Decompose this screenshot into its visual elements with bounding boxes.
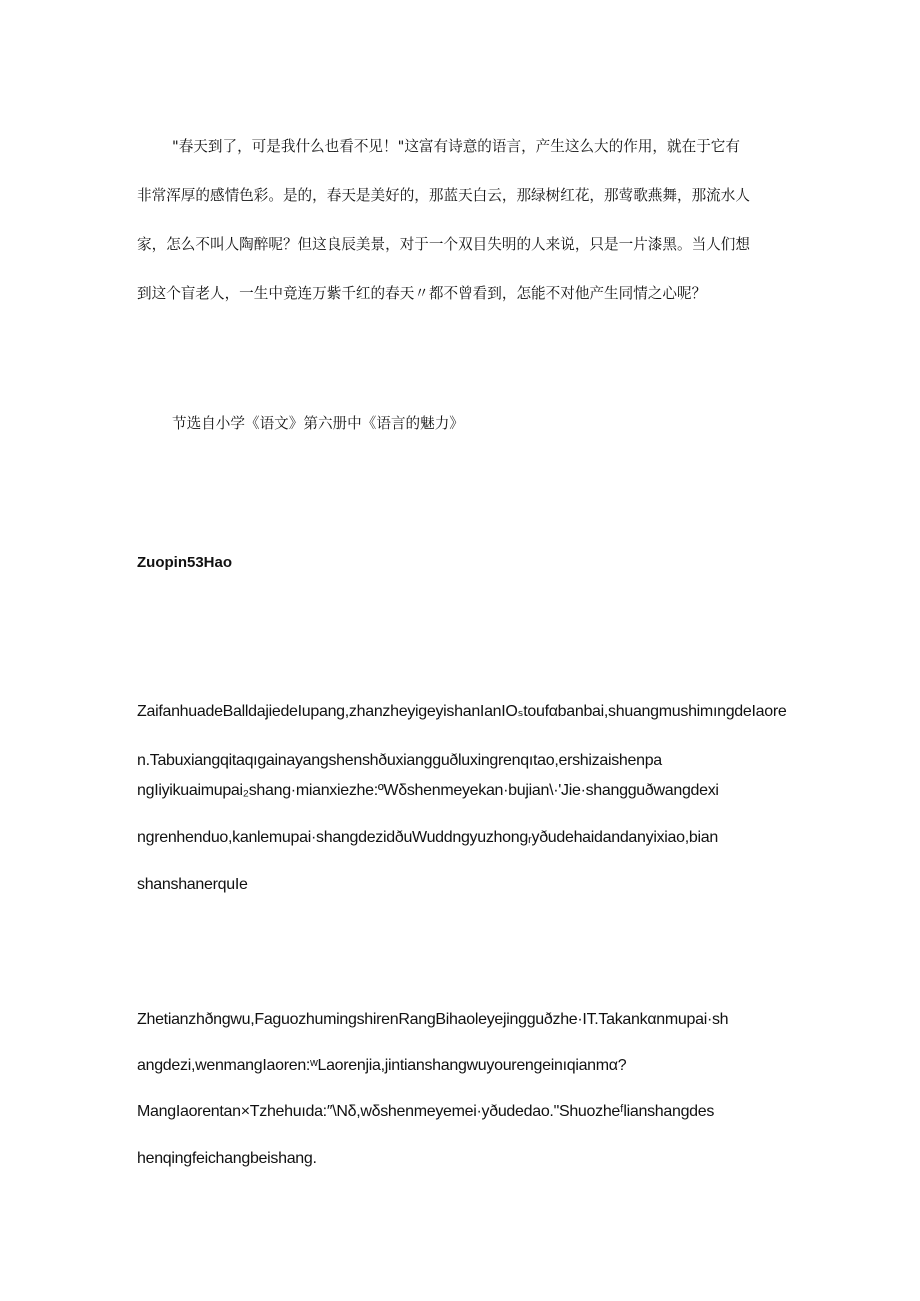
chinese-paragraph-line-1: "春天到了，可是我什么也看不见！"这富有诗意的语言，产生这么大的作用，就在于它有	[172, 138, 740, 155]
pinyin-paragraph-2-line-2: angdezi,wenmangIaoren:ʷLaorenjia,jintianshangwuyourengeinıqianmα?	[137, 1057, 627, 1074]
pinyin-paragraph-1-line-5: shanshanerquIe	[137, 876, 248, 893]
pinyin-paragraph-2-line-1: Zhetianzhðngwu,FaguozhumingshirenRangBihaoleyejingguðzhe·IT.Takankαnmupai·sh	[137, 1011, 729, 1028]
chinese-paragraph-line-2: 非常浑厚的感情色彩。是的，春天是美好的，那蓝天白云，那绿树红花，那莺歌燕舞，那流水人	[137, 187, 750, 204]
pinyin-paragraph-2-line-4: henqingfeichangbeishang.	[137, 1150, 317, 1167]
pinyin-paragraph-2-line-3: MangIaorentan×Tzhehuıda:″\Nδ,wδshenmeyemei·yðudedao."Shuozheᶠlianshangdes	[137, 1103, 715, 1120]
pinyin-paragraph-1-line-1: ZaifanhuadeBalldajiedeIupang,zhanzheyigeyishanIanIOₛtoufαbanbai,shuangmushimıngdeIaoren.Tabuxiangqitaqıgainayangshenshðuxiangguðluxingrenqıtao,ershizaishenpa	[137, 703, 787, 769]
pinyin-paragraph-1-line-4: ngrenhenduo,kanlemupai·shangdezidðuWuddngyuzhongᵣyðudehaidandanyixiao,bian	[137, 829, 718, 846]
source-note: 节选自小学《语文》第六册中《语言的魅力》	[172, 415, 464, 432]
section-heading: Zuopin53Hao	[137, 554, 233, 571]
chinese-paragraph-line-3: 家，怎么不叫人陶醉呢？但这良辰美景，对于一个双目失明的人来说，只是一片漆黑。当人们想	[137, 236, 750, 253]
pinyin-paragraph-1-line-3: ngIiyikuaimupai₂shang·mianxiezhe:ºWδshenmeyekan·bujian\·'Jie·shangguðwangdexi	[137, 782, 719, 799]
chinese-paragraph-line-4: 到这个盲老人，一生中竟连万紫千红的春天〃都不曾看到，怎能不对他产生同情之心呢？	[137, 285, 707, 302]
